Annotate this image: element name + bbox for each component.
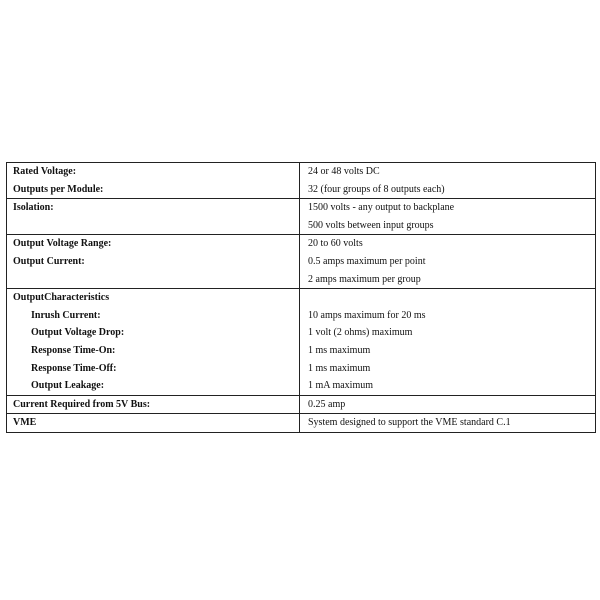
- output-leakage-value: 1 mA maximum: [308, 380, 373, 392]
- label-cell: [7, 289, 300, 395]
- label-cell: [7, 235, 300, 288]
- label-cell: [7, 396, 300, 414]
- output-voltage-range-value: 20 to 60 volts: [308, 238, 363, 250]
- value-cell: [300, 235, 595, 288]
- isolation-label: Isolation:: [13, 202, 54, 214]
- value-cell: [300, 163, 595, 198]
- output-voltage-drop-label: Output Voltage Drop:: [31, 327, 125, 339]
- current-required-label: Current Required from 5V Bus:: [13, 398, 151, 410]
- response-time-on-value: 1 ms maximum: [308, 344, 371, 356]
- isolation-value-groups: 500 volts between input groups: [308, 219, 434, 231]
- isolation-value-backplane: 1500 volts - any output to backplane: [308, 202, 455, 214]
- value-cell: [300, 199, 595, 234]
- label-cell: [7, 199, 300, 234]
- inrush-current-label: Inrush Current:: [31, 309, 101, 321]
- output-voltage-drop-value: 1 volt (2 ohms) maximum: [308, 327, 413, 339]
- output-characteristics-blank: [300, 289, 595, 307]
- outputs-per-module-value: 32 (four groups of 8 outputs each): [308, 183, 445, 195]
- output-current-label: Output Current:: [13, 255, 85, 267]
- value-cell: [300, 289, 595, 395]
- inrush-current-value: 10 amps maximum for 20 ms: [308, 309, 426, 321]
- vme-value: System designed to support the VME standard C.1: [308, 417, 511, 429]
- label-cell: [7, 414, 300, 432]
- vme-label: VME: [13, 417, 37, 429]
- value-cell: [300, 414, 595, 432]
- output-leakage-label: Output Leakage:: [31, 380, 105, 392]
- table-row: [7, 234, 595, 288]
- table-row: [7, 198, 595, 234]
- rated-voltage-label: Rated Voltage:: [13, 166, 77, 177]
- response-time-off-label: Response Time-Off:: [31, 362, 117, 374]
- response-time-off-value: 1 ms maximum: [308, 362, 371, 374]
- value-cell: [300, 396, 595, 414]
- output-voltage-range-label: Output Voltage Range:: [13, 238, 112, 250]
- rated-voltage-value: 24 or 48 volts DC: [308, 166, 380, 177]
- table-row: [7, 395, 595, 414]
- response-time-on-label: Response Time-On:: [31, 344, 116, 356]
- table-row: [7, 163, 595, 198]
- output-current-per-group-value: 2 amps maximum per group: [308, 273, 421, 285]
- outputs-per-module-label: Outputs per Module:: [13, 183, 104, 195]
- spec-table: [6, 162, 596, 433]
- current-required-value: 0.25 amp: [308, 398, 346, 410]
- table-row: [7, 413, 595, 432]
- table-row: [7, 288, 595, 395]
- label-cell: [7, 163, 300, 198]
- output-current-per-point-value: 0.5 amps maximum per point: [308, 255, 426, 267]
- output-characteristics-label: OutputCharacteristics: [13, 292, 110, 304]
